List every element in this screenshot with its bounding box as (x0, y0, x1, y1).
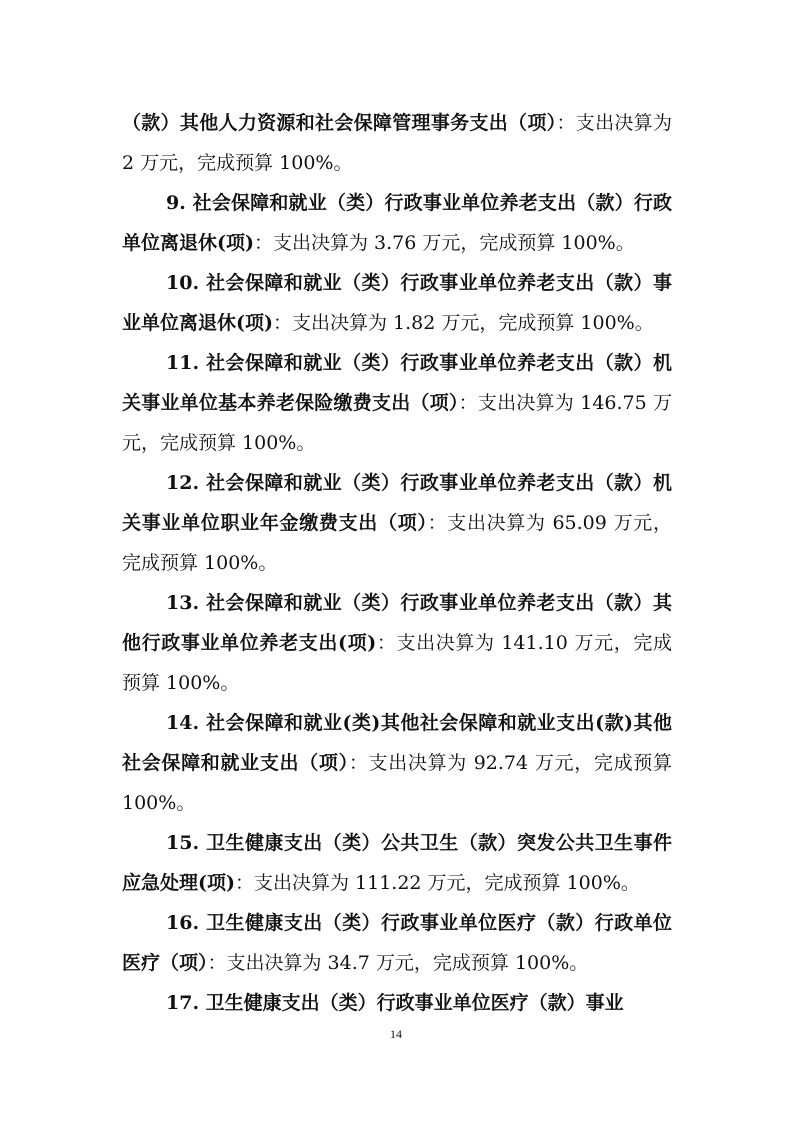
paragraph-13 (122, 583, 672, 703)
paragraph-14 (122, 703, 672, 823)
item-detail: ：支出决算为 111.22 万元，完成预算 100%。 (234, 872, 640, 894)
paragraph-16 (122, 903, 672, 983)
item-heading: 9. 社会保障和就业（类）行政事业单位养老支出（款）行政单位离退休(项) (122, 192, 672, 254)
paragraph-10 (122, 263, 672, 343)
item-detail: ：支出决算为 1.82 万元，完成预算 100%。 (272, 312, 654, 334)
item-detail: ：支出决算为 65.09 万元，完成预算 100%。 (122, 512, 672, 574)
paragraph-17 (122, 983, 672, 1023)
item-detail: ：支出决算为 3.76 万元，完成预算 100%。 (253, 232, 635, 254)
paragraph-8-continuation (122, 103, 672, 183)
item-heading: 11. 社会保障和就业（类）行政事业单位养老支出（款）机关事业单位基本养老保险缴费支出（项） (122, 352, 672, 414)
item-heading: 12. 社会保障和就业（类）行政事业单位养老支出（款）机关事业单位职业年金缴费支出（项） (122, 472, 672, 534)
page-number: 14 (390, 1027, 402, 1041)
paragraph-11 (122, 343, 672, 463)
item-heading: 17. 卫生健康支出（类）行政事业单位医疗（款）事业 (166, 992, 624, 1014)
item-detail: ：支出决算为 141.10 万元，完成预算 100%。 (122, 632, 673, 694)
item-heading: 14. 社会保障和就业(类)其他社会保障和就业支出(款)其他社会保障和就业支出（项） (122, 712, 672, 774)
item-detail: ：支出决算为 146.75 万元，完成预算 100%。 (122, 392, 672, 454)
item-detail: ：支出决算为 2 万元，完成预算 100%。 (122, 112, 672, 174)
paragraph-15 (122, 823, 672, 903)
paragraph-12 (122, 463, 672, 583)
item-heading: 10. 社会保障和就业（类）行政事业单位养老支出（款）事业单位离退休(项) (122, 272, 672, 334)
page-content (122, 103, 672, 1023)
item-detail: ：支出决算为 34.7 万元，完成预算 100%。 (207, 952, 589, 974)
item-heading: 13. 社会保障和就业（类）行政事业单位养老支出（款）其他行政事业单位养老支出(项) (122, 592, 672, 654)
item-detail: ：支出决算为 92.74 万元，完成预算 100%。 (122, 752, 672, 814)
item-heading: 16. 卫生健康支出（类）行政事业单位医疗（款）行政单位医疗（项） (122, 912, 672, 974)
paragraph-9 (122, 183, 672, 263)
item-heading: （款）其他人力资源和社会保障管理事务支出（项） (122, 112, 557, 134)
item-heading: 15. 卫生健康支出（类）公共卫生（款）突发公共卫生事件应急处理(项) (122, 832, 672, 894)
